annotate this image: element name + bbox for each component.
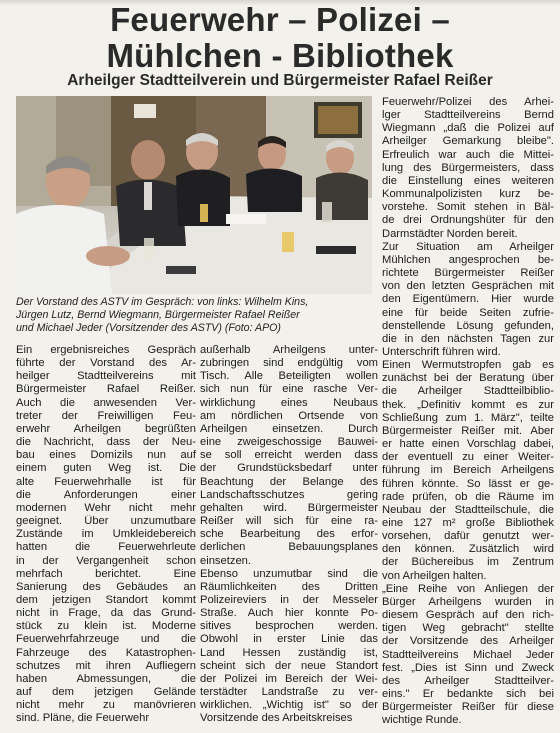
article-text-line: des Arheilger Stadtteilver- <box>382 674 554 687</box>
article-text-line: zubringen sind endgültig vom <box>200 357 378 370</box>
article-text-line: Beachtung der Belange des <box>200 475 378 488</box>
article-text-line: wichtige Runde. <box>382 714 462 727</box>
article-text-line: richtete Bürgermeister Reißer <box>382 267 554 280</box>
article-text-line: Darmstädter Norden bereit. <box>382 227 518 240</box>
article-text-line: in der Vergangenheit schon <box>16 554 196 567</box>
article-text-line: zunächst bei der Beratung über <box>382 372 554 385</box>
article-text-line: Zur Situation am Arheilger <box>382 240 554 253</box>
article-column-2 <box>200 344 378 726</box>
article-text-line: Ein ergebnisreiches Gespräch <box>16 344 196 356</box>
headline-line-2: Mühlchen - Bibliothek <box>106 37 454 74</box>
article-text-line: einem guten Weg ist. Die <box>16 462 196 475</box>
article-text-line: Schließung zum 1. März", teilte <box>382 411 554 424</box>
article-text-line: Land Hessen zuständig ist, <box>200 646 378 659</box>
article-text-line: terstädter Landstraße zu ver- <box>200 686 378 699</box>
article-text-line: gehalten wird. Bürgermeister <box>200 501 378 514</box>
article-text-line: eine 127 m² große Bibliothek <box>382 517 554 529</box>
article-text-line: diesem Gespräch auf den rich- <box>382 609 554 622</box>
article-text-line: außerhalb Arheilgens unter- <box>200 344 378 356</box>
article-text-line: lung des Bürgermeisters, dass <box>382 161 554 174</box>
article-text-line: die Nachricht, dass der Neu- <box>16 436 196 449</box>
article-text-line: treter der Freiwilligen Feu- <box>16 409 196 422</box>
article-text-line: Sanierung des Gebäudes an <box>16 580 196 593</box>
article-text-line: schutzes mit ihren Aufliegern <box>16 659 196 672</box>
article-text-line: Ebenso unzumutbar sind die <box>200 567 378 580</box>
article-text-line: erwehr Arheilgen begrüßten <box>16 422 196 435</box>
article-text-line: derlichen Bebauungsplanes <box>200 541 378 554</box>
article-text-line: Zustände im Umkleidebereich <box>16 528 196 541</box>
article-text-line: geeignet. Über unzumutbare <box>16 515 196 528</box>
caption-line: und Michael Jeder (Vorsitzender des ASTV) (Foto: APO) <box>16 322 281 334</box>
article-text-line: lger Stadtteilvereins Bernd <box>382 109 554 122</box>
article-text-line: Räumlichkeiten des Dritten <box>200 580 378 593</box>
article-column-3 <box>382 96 554 728</box>
article-text-line: Bürgermeister Rafael Reißer. <box>16 383 196 396</box>
article-text-line: Erfreulich war auch die Mittei- <box>382 148 554 161</box>
caption-line: Jürgen Lutz, Bernd Wiegmann, Bürgermeister Rafael Reißer <box>16 309 300 321</box>
article-text-line: sche Bearbeitung des erfor- <box>200 528 378 541</box>
article-text-line: Bürgermeister Reißer mit. Aber <box>382 424 554 437</box>
article-text-line: die Einstellung eines weiteren <box>382 174 554 187</box>
article-text-line: Einen Wermutstropfen gab es <box>382 359 554 372</box>
article-text-line: hatten die Feuerwehrleute <box>16 541 196 554</box>
article-text-line: Unterschrift führen wird. <box>382 345 501 358</box>
article-text-line: führen könnte. So lässt er ge- <box>382 477 554 490</box>
article-text-line: scheint sich der neue Standort <box>200 659 378 672</box>
article-text-line: die Arheilger Stadtteilbiblio- <box>382 385 554 398</box>
article-text-line: Vorsitzende des Arbeitskreises <box>200 712 353 725</box>
article-text-line: nicht mehr zu manövrieren <box>16 699 196 712</box>
article-text-line: sind. Pläne, die Feuerwehr <box>16 712 150 725</box>
article-text-line: sich nun für eine rasche Ver- <box>200 383 378 396</box>
article-text-line: tigen Weg gebracht" stellte <box>382 622 554 635</box>
article-text-line: modernen Wehr nicht mehr <box>16 501 196 514</box>
article-text-line: de drei Ordnungshüter für den <box>382 214 554 227</box>
article-text-line: „Eine Reihe von Anliegen der <box>382 582 554 595</box>
article-text-line: haben Abmessungen, die <box>16 672 196 685</box>
article-text-line: Straße. Auch hier konnte Po- <box>200 607 378 620</box>
article-text-line: der Büchereibus im Zentrum <box>382 556 554 569</box>
article-text-line: alte Feuerwehrhalle ist für <box>16 475 196 488</box>
article-text-line: führte der Vorstand des Ar- <box>16 357 196 370</box>
article-text-line: einsetzen. <box>200 554 251 567</box>
article-text-line: die Anforderungen einer <box>16 488 196 501</box>
article-column-1 <box>16 344 196 726</box>
article-text-line: der eventuell zu einer Weiter- <box>382 451 554 464</box>
article-headline <box>0 2 560 74</box>
article-text-line: fest. „Dies ist Sinn und Zweck <box>382 661 554 674</box>
article-text-line: nicht in Frage, da das Grund- <box>16 607 196 620</box>
meeting-photo <box>16 96 372 294</box>
article-text-line: der Vorsitzende des Arheilger <box>382 635 554 648</box>
article-text-line: Landschaftsschutzes gering <box>200 488 378 501</box>
article-text-line: Arheilgen einsetzen. Durch <box>200 422 378 435</box>
article-text-line: Bürgermeister Reißer für diese <box>382 701 554 714</box>
article-text-line: Feuerwehr/Polizei des Arhei- <box>382 96 554 108</box>
article-text-line: Obwohl in erster Linie das <box>200 633 378 646</box>
article-text-line: am nördlichen Ortsende von <box>200 409 378 422</box>
article-text-line: bau eines Domizils nun auf <box>16 449 196 462</box>
article-text-line: die in den nächsten Tagen zur <box>382 332 554 345</box>
article-text-line: heilger Stadtteilvereins mit <box>16 370 196 383</box>
article-text-line: eins." Er bedankte sich bei <box>382 688 554 701</box>
article-text-line: denstellende Lösung gefunden, <box>382 319 554 332</box>
article-text-line: der Grundstücksbedarf unter <box>200 462 378 475</box>
headline-line-1: Feuerwehr – Polizei – <box>110 1 450 38</box>
article-text-line: Reißer will sich für eine ra- <box>200 515 378 528</box>
article-text-line: er hatte einen Vorschlag dabei, <box>382 438 554 451</box>
article-text-line: der Polizei im Bereich der Wei- <box>200 672 378 685</box>
article-text-line: führung im Bereich Arheilgens <box>382 464 554 477</box>
article-text-line: Bürger Arheilgens wurden in <box>382 595 554 608</box>
article-subheadline: Arheilger Stadtteilverein und Bürgermeister Rafael Reißer <box>67 72 493 89</box>
article-text-line: eine für beide Seiten zufrie- <box>382 306 554 319</box>
article-text-line: Neubau der Stadtteilschule, die <box>382 503 554 516</box>
article-text-line: auf dem jetzigen Gelände <box>16 686 196 699</box>
article-text-line: vorstehe. Somit stehen in Bäl- <box>382 201 554 214</box>
article-text-line: Auch die anwesenden Ver- <box>16 396 196 409</box>
article-text-line: Polizeireviers in der Messeler <box>200 593 378 606</box>
meeting-photo-illustration <box>16 96 372 294</box>
article-text-line: von den letzten Gesprächen mit <box>382 280 554 293</box>
article-text-line: Mühlchen angesprochen be- <box>382 253 554 266</box>
article-text-line: vorsehen, dafür genutzt wer- <box>382 530 554 543</box>
article-text-line: sitives besprochen werden. <box>200 620 378 633</box>
article-text-line: thek. „Definitiv kommt es zur <box>382 398 554 411</box>
article-text-line: Kommunalpolizisten kurz be- <box>382 188 554 201</box>
article-text-line: Wiegmann „daß die Polizei auf <box>382 122 554 135</box>
article-text-line: Arheilger Gemarkung bleibe". <box>382 135 554 148</box>
article-text-line: wirklichen. „Wichtig ist" so der <box>200 699 378 712</box>
article-text-line: wirklichung eines Neubaus <box>200 396 378 409</box>
article-text-line: den können. Zusätzlich wird <box>382 543 554 556</box>
photo-caption <box>16 296 374 335</box>
article-text-line: Fahrzeuge des Katastrophen- <box>16 646 196 659</box>
article-text-line: Feuerwehrfahrzeuge und die <box>16 633 196 646</box>
article-text-line: Tisch. Alle Beteiligten wollen <box>200 370 378 383</box>
article-text-line: stück zu klein ist. Moderne <box>16 620 196 633</box>
article-text-line: von Arheilgen halten. <box>382 569 487 582</box>
article-text-line: rade prüfen, ob die Räume im <box>382 490 554 503</box>
article-text-line: Stadtteilvereins Michael Jeder <box>382 648 554 661</box>
article-text-line: se soll erreicht werden dass <box>200 449 378 462</box>
caption-line: Der Vorstand des ASTV im Gespräch: von links: Wilhelm Kins, <box>16 296 309 308</box>
article-text-line: mehrfach berichtet. Eine <box>16 567 196 580</box>
article-text-line: den Eigentümern. Hier wurde <box>382 293 554 306</box>
article-text-line: dem jetzigen Standort kommt <box>16 593 196 606</box>
article-text-line: eine zweigeschossige Bauwei- <box>200 436 378 449</box>
